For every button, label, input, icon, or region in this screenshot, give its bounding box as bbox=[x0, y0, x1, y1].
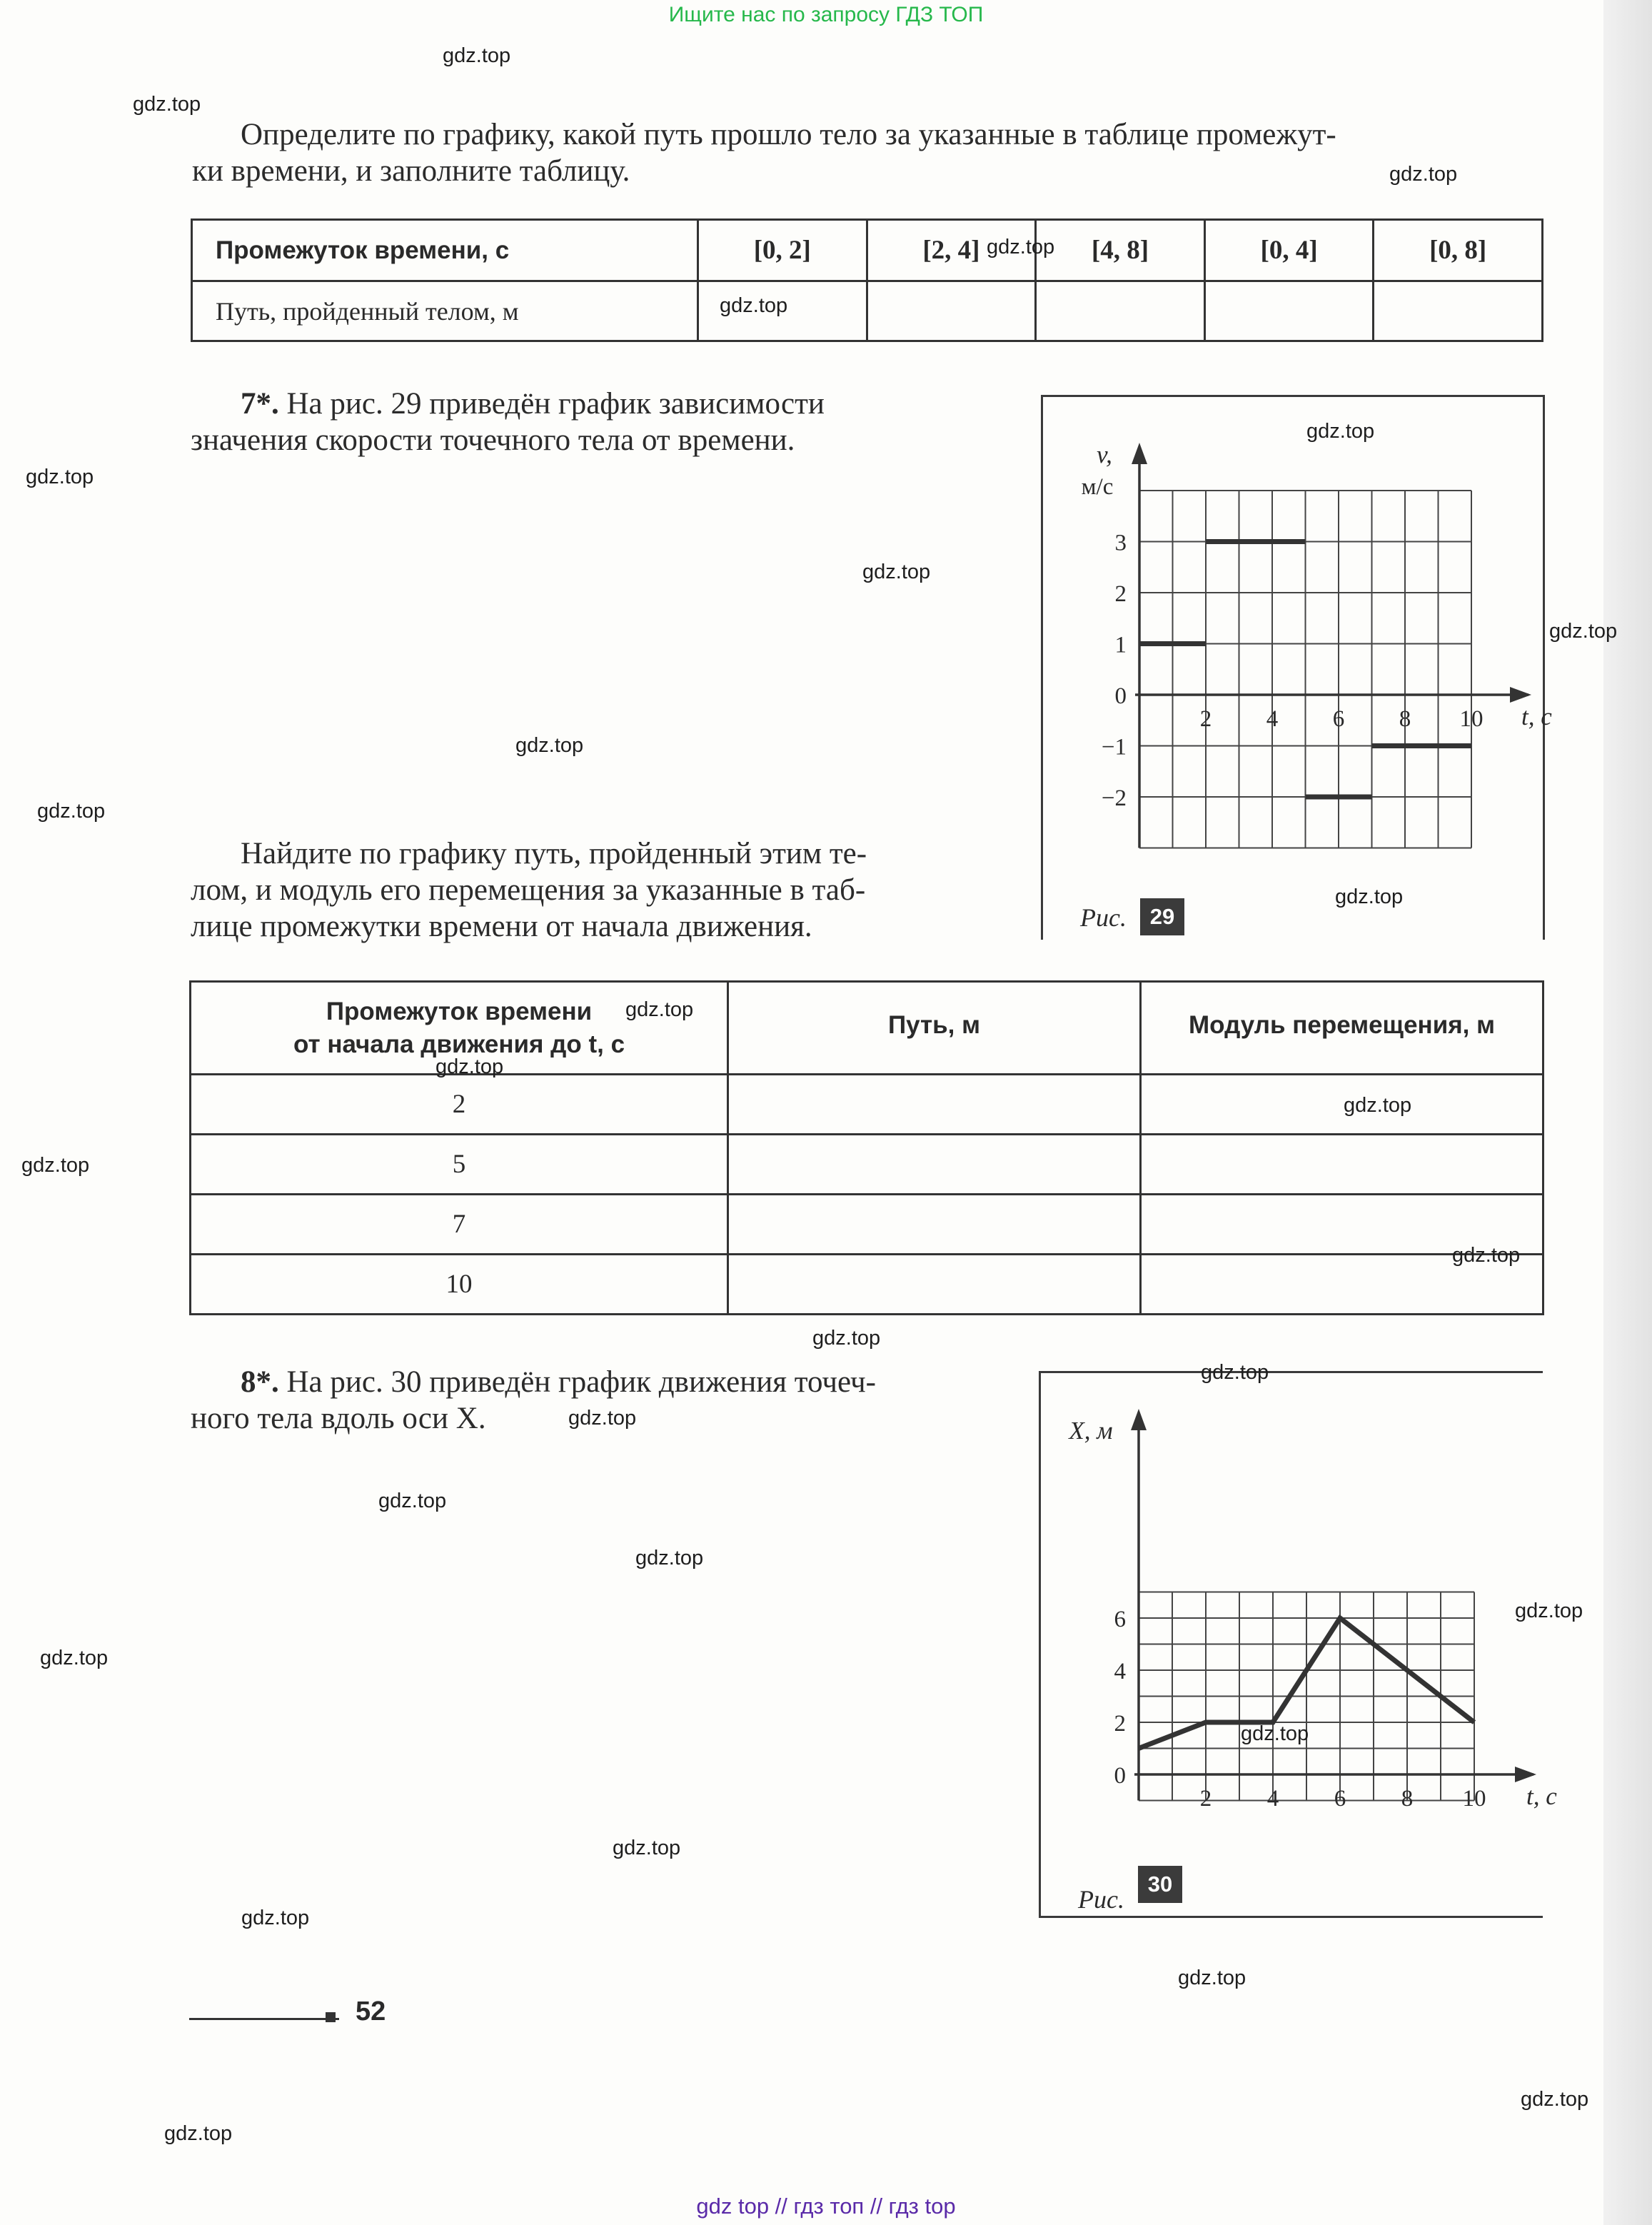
time-cell: 5 bbox=[191, 1135, 728, 1195]
watermark: gdz.top bbox=[435, 1055, 504, 1078]
figure-30-label: Рис. bbox=[1078, 1885, 1124, 1914]
x-tick-label: 4 bbox=[1266, 1786, 1279, 1812]
page-edge-shadow bbox=[1603, 0, 1652, 2225]
table-row-label: Путь, пройденный телом, м bbox=[192, 281, 698, 341]
watermark: gdz.top bbox=[613, 1837, 681, 1859]
x-axis-arrow bbox=[1515, 1767, 1536, 1782]
x-axis-arrow bbox=[1510, 687, 1531, 703]
watermark: gdz.top bbox=[241, 1907, 310, 1929]
watermark: gdz.top bbox=[443, 44, 511, 67]
task7-number: 7*. bbox=[241, 387, 279, 421]
y-axis-label: X, м bbox=[1069, 1417, 1113, 1445]
table2-header-path: Путь, м bbox=[728, 982, 1141, 1075]
y-tick-label: 0 bbox=[1114, 1763, 1126, 1789]
velocity-chart bbox=[1043, 397, 1552, 940]
watermark: gdz.top bbox=[515, 734, 584, 757]
watermark: gdz.top bbox=[1515, 1599, 1583, 1622]
x-tick-label: 8 bbox=[1401, 1786, 1414, 1812]
y-tick-label: −1 bbox=[1101, 734, 1127, 760]
watermark: gdz.top bbox=[720, 294, 788, 317]
answer-cell[interactable] bbox=[728, 1075, 1141, 1135]
time-cell: 7 bbox=[191, 1195, 728, 1255]
figure-30-number: 30 bbox=[1138, 1866, 1182, 1903]
x-tick-label: 2 bbox=[1199, 706, 1212, 732]
time-cell: 2 bbox=[191, 1075, 728, 1135]
answer-cell[interactable] bbox=[867, 281, 1036, 341]
x-axis-label: t, с bbox=[1521, 703, 1552, 730]
answer-cell[interactable] bbox=[1141, 1075, 1543, 1135]
task6-table bbox=[191, 219, 1543, 342]
x-tick-label: 6 bbox=[1332, 706, 1345, 732]
watermark: gdz.top bbox=[378, 1490, 447, 1512]
answer-cell[interactable] bbox=[728, 1255, 1141, 1315]
task7-text2 bbox=[191, 835, 1012, 945]
task7-text-line2: значения скорости точечного тела от времени. bbox=[191, 423, 795, 457]
y-tick-label: 2 bbox=[1114, 581, 1127, 607]
interval-cell: [4, 8] bbox=[1036, 220, 1205, 281]
time-cell: 10 bbox=[191, 1255, 728, 1315]
watermark: gdz.top bbox=[1306, 420, 1375, 443]
y-tick-label: 6 bbox=[1114, 1607, 1126, 1632]
footer-links[interactable]: gdz top // гдз топ // гдз top bbox=[696, 2194, 956, 2219]
watermark: gdz.top bbox=[1335, 885, 1404, 908]
answer-cell[interactable] bbox=[1141, 1135, 1543, 1195]
watermark: gdz.top bbox=[37, 800, 106, 823]
interval-cell: [2, 4] bbox=[867, 220, 1036, 281]
answer-cell[interactable] bbox=[728, 1135, 1141, 1195]
y-tick-label: 2 bbox=[1114, 1711, 1126, 1737]
interval-cell: [0, 8] bbox=[1374, 220, 1543, 281]
x-tick-label: 10 bbox=[1459, 706, 1484, 732]
x-tick-label: 6 bbox=[1334, 1786, 1346, 1812]
task7-text bbox=[191, 386, 1012, 458]
answer-cell[interactable] bbox=[1204, 281, 1374, 341]
table-header-label: Промежуток времени, с bbox=[192, 220, 698, 281]
watermark: gdz.top bbox=[812, 1327, 881, 1350]
task6-text-line2: ки времени, и заполните таблицу. bbox=[192, 154, 630, 188]
watermark: gdz.top bbox=[1201, 1361, 1269, 1384]
y-axis-label: v, bbox=[1097, 441, 1112, 468]
y-axis-arrow bbox=[1132, 443, 1147, 464]
header-line2: от начала движения до t, с bbox=[293, 1030, 625, 1058]
y-tick-label: 1 bbox=[1114, 632, 1127, 658]
y-axis-arrow bbox=[1131, 1409, 1147, 1430]
watermark: gdz.top bbox=[1452, 1244, 1521, 1267]
watermark: gdz.top bbox=[635, 1547, 704, 1569]
task8-text-line2: ного тела вдоль оси X. bbox=[191, 1402, 486, 1435]
x-tick-label: 2 bbox=[1199, 1786, 1212, 1812]
watermark: gdz.top bbox=[1549, 620, 1618, 643]
x-axis-label: t, с bbox=[1526, 1782, 1557, 1810]
table2-header-displacement: Модуль перемещения, м bbox=[1141, 982, 1543, 1075]
answer-cell[interactable] bbox=[728, 1195, 1141, 1255]
y-tick-label: −2 bbox=[1101, 785, 1127, 811]
answer-cell[interactable] bbox=[1374, 281, 1543, 341]
figure-29-number: 29 bbox=[1140, 898, 1184, 935]
watermark: gdz.top bbox=[26, 466, 94, 488]
x-tick-label: 10 bbox=[1462, 1786, 1486, 1812]
page-number: 52 bbox=[356, 1997, 386, 2026]
answer-cell[interactable] bbox=[1036, 281, 1205, 341]
figure-29 bbox=[1041, 395, 1552, 940]
header-line1: Промежуток времени bbox=[326, 997, 593, 1025]
watermark: gdz.top bbox=[1389, 163, 1458, 186]
watermark: gdz.top bbox=[862, 561, 931, 583]
task6-text-line1: Определите по графику, какой путь прошло тело за указанные в таблице промежут- bbox=[241, 118, 1336, 151]
watermark: gdz.top bbox=[164, 2122, 233, 2145]
task8-text-line1: На рис. 30 приведён график движения точеч- bbox=[286, 1365, 876, 1399]
watermark: gdz.top bbox=[1178, 1967, 1246, 1989]
task7-text-line1: На рис. 29 приведён график зависимости bbox=[286, 387, 825, 421]
page-number-square bbox=[326, 2012, 336, 2022]
watermark: gdz.top bbox=[987, 236, 1055, 258]
figure-29-label: Рис. bbox=[1080, 903, 1127, 932]
top-banner[interactable]: Ищите нас по запросу ГДЗ ТОП bbox=[668, 3, 984, 26]
interval-cell: [0, 4] bbox=[1204, 220, 1374, 281]
x-tick-label: 4 bbox=[1266, 706, 1279, 732]
watermark: gdz.top bbox=[625, 998, 694, 1021]
y-tick-label: 4 bbox=[1114, 1659, 1126, 1684]
task6-text bbox=[192, 116, 1547, 189]
interval-cell: [0, 2] bbox=[698, 220, 867, 281]
page-number-rule bbox=[189, 2018, 339, 2020]
watermark: gdz.top bbox=[1241, 1722, 1309, 1745]
task8-number: 8*. bbox=[241, 1365, 279, 1399]
task7-table bbox=[189, 980, 1544, 1315]
task7-text2-line1: Найдите по графику путь, пройденный этим те- bbox=[241, 837, 867, 870]
watermark: gdz.top bbox=[568, 1407, 637, 1430]
watermark: gdz.top bbox=[1521, 2088, 1589, 2111]
watermark: gdz.top bbox=[1344, 1094, 1412, 1117]
task7-text2-line2: лом, и модуль его перемещения за указанные в таб- bbox=[191, 873, 866, 907]
task7-text2-line3: лице промежутки времени от начала движения. bbox=[191, 910, 812, 943]
x-tick-label: 8 bbox=[1399, 706, 1411, 732]
y-axis-unit: м/с bbox=[1081, 474, 1114, 500]
y-tick-label: 0 bbox=[1114, 683, 1127, 709]
watermark: gdz.top bbox=[40, 1647, 109, 1669]
watermark: gdz.top bbox=[21, 1154, 90, 1177]
y-tick-label: 3 bbox=[1114, 530, 1127, 556]
watermark: gdz.top bbox=[133, 93, 201, 116]
